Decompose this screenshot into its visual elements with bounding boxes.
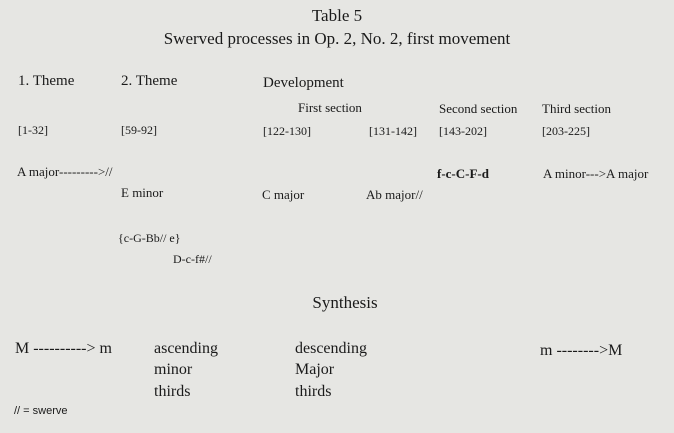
- synthesis-descending-3: thirds: [295, 383, 332, 400]
- key-d-line: D-c-f#//: [173, 252, 212, 266]
- key-e-minor: E minor: [121, 185, 164, 200]
- key-a-major: A major--------->//: [17, 164, 113, 179]
- swerve-legend: // = swerve: [14, 405, 68, 417]
- header-theme1: 1. Theme: [18, 73, 75, 89]
- synthesis-descending-1: descending: [295, 340, 367, 357]
- header-third-section: Third section: [542, 101, 611, 116]
- header-first-section: First section: [298, 100, 362, 115]
- key-second-section: f-c-C-F-d: [437, 166, 489, 181]
- synthesis-ascending-3: thirds: [154, 383, 191, 400]
- range-second: [143-202]: [439, 124, 487, 138]
- header-theme2: 2. Theme: [121, 73, 178, 89]
- header-development: Development: [263, 75, 344, 91]
- synthesis-ascending-2: minor: [154, 361, 193, 378]
- header-second-section: Second section: [439, 101, 518, 116]
- synthesis-descending-2: Major: [295, 361, 335, 378]
- key-bracket-line: {c-G-Bb// e}: [118, 231, 181, 245]
- range-theme1: [1-32]: [18, 123, 48, 137]
- range-third: [203-225]: [542, 124, 590, 138]
- synthesis-m-right: m -------->M: [540, 342, 623, 359]
- range-dev-1: [122-130]: [263, 124, 311, 138]
- synthesis-m-left: M ----------> m: [15, 340, 112, 357]
- synthesis-ascending-1: ascending: [154, 340, 218, 357]
- key-ab-major: Ab major//: [366, 187, 423, 202]
- table-title: Table 5: [311, 6, 363, 25]
- range-theme2: [59-92]: [121, 123, 157, 137]
- range-dev-2: [131-142]: [369, 124, 417, 138]
- key-third-section: A minor--->A major: [543, 166, 649, 181]
- synthesis-title: Synthesis: [312, 293, 378, 312]
- table-subtitle: Swerved processes in Op. 2, No. 2, first movement: [163, 29, 511, 48]
- key-c-major: C major: [262, 187, 305, 202]
